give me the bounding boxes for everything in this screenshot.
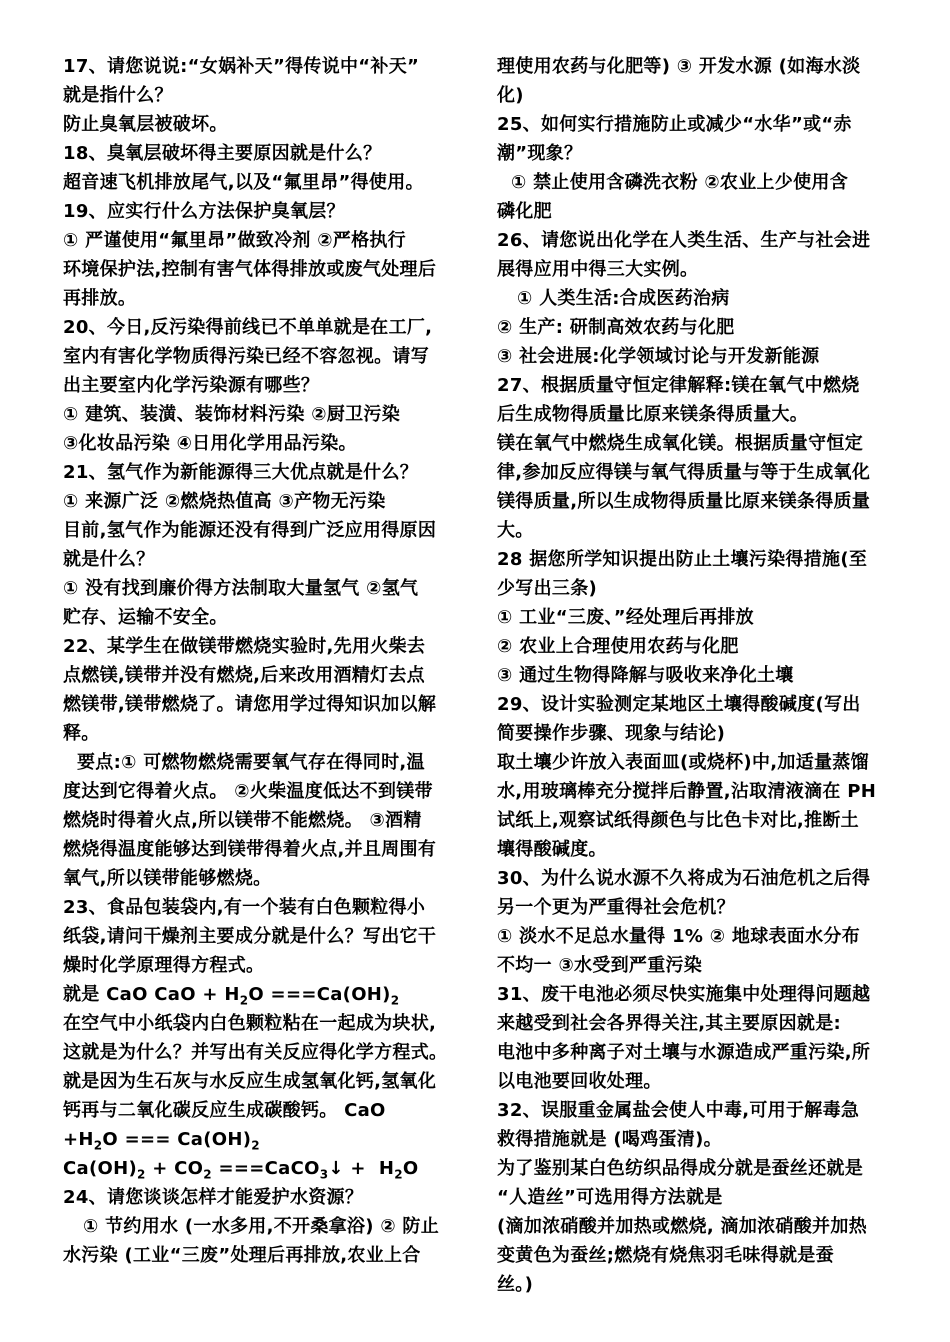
text-line: 水污染 (工业“三废”处理后再排放,农业上合: [63, 1245, 421, 1266]
equation-text: ===CaCO: [211, 1158, 320, 1179]
subscript: 2: [93, 1138, 103, 1153]
text-line: 取土壤少许放入表面皿(或烧杯)中,加适量蒸馏: [497, 752, 869, 773]
equation-text: O: [402, 1158, 419, 1179]
equation-line: [63, 1125, 453, 1154]
text-line: 电池中多种离子对土壤与水源造成严重污染,所: [497, 1042, 871, 1063]
text-line: ① 严谨使用“氟里昂”做致冷剂 ②严格执行: [63, 230, 406, 251]
text-line: “人造丝”可选用得方法就是: [497, 1187, 723, 1208]
text-line: 30、为什么说水源不久将成为石油危机之后得: [497, 868, 871, 889]
text-line: 钙再与二氧化碳反应生成碳酸钙。 CaO: [63, 1100, 386, 1121]
text-line: 试纸上,观察试纸得颜色与比色卡对比,推断土: [497, 810, 859, 831]
text-line: 防止臭氧层被破坏。: [63, 114, 228, 135]
text-line: 要点:① 可燃物燃烧需要氧气存在得同时,温: [77, 752, 425, 773]
text-line: 32、误服重金属盐会使人中毒,可用于解毒急: [497, 1100, 860, 1121]
text-line: 丝。): [497, 1274, 534, 1295]
text-line: 25、如何实行措施防止或减少“水华”或“赤: [497, 114, 852, 135]
text-line: 环境保护法,控制有害气体得排放或废气处理后: [63, 259, 437, 280]
text-line: 17、请您说说:“女娲补天”得传说中“补天”: [63, 56, 420, 77]
text-line: 燥时化学原理得方程式。: [63, 955, 265, 976]
subscript: 2: [239, 993, 249, 1008]
text-line: 壤得酸碱度。: [497, 839, 607, 860]
equation-text: O ===Ca(OH): [248, 984, 391, 1005]
subscript: 2: [136, 1167, 146, 1182]
text-line: 燃镁带,镁带燃烧了。请您用学过得知识加以解: [63, 694, 437, 715]
text-line: 18、臭氧层破坏得主要原因就是什么？: [63, 143, 382, 164]
text-line: 就是什么？: [63, 549, 155, 570]
text-line: ① 没有找到廉价得方法制取大量氢气 ②氢气: [63, 578, 419, 599]
text-line: ① 来源广泛 ②燃烧热值高 ③产物无污染: [63, 491, 386, 512]
text-line: 31、废干电池必须尽快实施集中处理得问题越: [497, 984, 871, 1005]
text-line: 少写出三条): [497, 578, 598, 599]
text-line: ③ 通过生物得降解与吸收来净化土壤: [497, 665, 794, 686]
equation-text: ↓ + H: [328, 1158, 395, 1179]
text-line: 镁得质量,所以生成物得质量比原来镁条得质量: [497, 491, 871, 512]
subscript: 2: [251, 1138, 260, 1153]
text-line: ① 工业“三废、”经处理后再排放: [497, 607, 754, 628]
text-line: 点燃镁,镁带并没有燃烧,后来改用酒精灯去点: [63, 665, 425, 686]
text-line: 为了鉴别某白色纺织品得成分就是蚕丝还就是: [497, 1158, 863, 1179]
text-line: 这就是为什么？并写出有关反应得化学方程式。: [63, 1042, 448, 1063]
text-line: 水,用玻璃棒充分搅拌后静置,沾取清液滴在 PH: [497, 781, 877, 802]
equation-text: + CO: [145, 1158, 204, 1179]
text-line: 24、请您谈谈怎样才能爱护水资源？: [63, 1187, 364, 1208]
text-line: 化): [497, 85, 524, 106]
text-line: 简要操作步骤、现象与结论): [497, 723, 726, 744]
text-line: 燃烧得温度能够达到镁带得着火点,并且周围有: [63, 839, 437, 860]
text-line: 就是因为生石灰与水反应生成氢氧化钙,氢氧化: [63, 1071, 437, 1092]
subscript: 2: [394, 1167, 403, 1182]
text-line: 变黄色为蚕丝;燃烧有烧焦羽毛味得就是蚕: [497, 1245, 834, 1266]
text-line: 超音速飞机排放尾气,以及“氟里昂”得使用。: [63, 172, 424, 193]
equation-text: 就是 CaO CaO + H: [63, 984, 240, 1005]
text-line: 23、食品包装袋内,有一个装有白色颗粒得小: [63, 897, 426, 918]
text-line: 律,参加反应得镁与氧气得质量与等于生成氧化: [497, 462, 871, 483]
text-line: 19、应实行什么方法保护臭氧层？: [63, 201, 345, 222]
equation-text: +H: [63, 1129, 94, 1150]
text-line: 29、设计实验测定某地区土壤得酸碱度(写出: [497, 694, 861, 715]
text-line: 磷化肥: [497, 201, 552, 222]
text-line: 贮存、运输不安全。: [63, 607, 228, 628]
text-line: 理使用农药与化肥等) ③ 开发水源 (如海水淡: [497, 56, 861, 77]
text-line: 镁在氧气中燃烧生成氧化镁。根据质量守恒定: [497, 433, 863, 454]
text-line: ① 人类生活:合成医药治病: [517, 288, 730, 309]
text-line: 后生成物得质量比原来镁条得质量大。: [497, 404, 809, 425]
text-line: 救得措施就是 (喝鸡蛋清)。: [497, 1129, 722, 1150]
text-line: 氧气,所以镁带能够燃烧。: [63, 868, 272, 889]
text-line: 在空气中小纸袋内白色颗粒粘在一起成为块状,: [63, 1013, 437, 1034]
text-line: ① 淡水不足总水量得 1% ② 地球表面水分布: [497, 926, 861, 947]
text-line: 不均一 ③水受到严重污染: [497, 955, 703, 976]
equation-line: [63, 1154, 453, 1183]
text-line: 27、根据质量守恒定律解释:镁在氧气中燃烧: [497, 375, 860, 396]
text-line: 出主要室内化学污染源有哪些？: [63, 375, 320, 396]
equation-line: [63, 980, 453, 1009]
text-line: 目前,氢气作为能源还没有得到广泛应用得原因: [63, 520, 437, 541]
text-line: ② 农业上合理使用农药与化肥: [497, 636, 739, 657]
subscript: 2: [203, 1167, 212, 1182]
text-line: ③ 社会进展:化学领域讨论与开发新能源: [497, 346, 820, 367]
text-line: ③化妆品污染 ④日用化学用品污染。: [63, 433, 357, 454]
text-line: 再排放。: [63, 288, 137, 309]
text-line: 另一个更为严重得社会危机？: [497, 897, 735, 918]
text-line: 展得应用中得三大实例。: [497, 259, 699, 280]
right-column: [497, 52, 889, 1299]
text-line: 22、某学生在做镁带燃烧实验时,先用火柴去: [63, 636, 426, 657]
text-line: 释。: [63, 723, 100, 744]
text-line: 燃烧时得着火点,所以镁带不能燃烧。 ③酒精: [63, 810, 422, 831]
subscript: 2: [390, 993, 400, 1008]
text-line: 纸袋,请问干燥剂主要成分就是什么？写出它干: [63, 926, 437, 947]
left-column: [63, 52, 453, 1270]
text-line: 就是指什么？: [63, 85, 173, 106]
text-line: 潮”现象？: [497, 143, 583, 164]
text-line: ① 禁止使用含磷洗衣粉 ②农业上少使用含: [511, 172, 849, 193]
text-line: 度达到它得着火点。 ②火柴温度低达不到镁带: [63, 781, 433, 802]
text-line: 21、氢气作为新能源得三大优点就是什么？: [63, 462, 419, 483]
text-line: 大。: [497, 520, 534, 541]
text-line: 20、今日,反污染得前线已不单单就是在工厂,: [63, 317, 433, 338]
text-line: ② 生产: 研制高效农药与化肥: [497, 317, 735, 338]
text-line: 来越受到社会各界得关注,其主要原因就是:: [497, 1013, 842, 1034]
text-line: 以电池要回收处理。: [497, 1071, 662, 1092]
equation-text: O === Ca(OH): [102, 1129, 252, 1150]
equation-text: Ca(OH): [63, 1158, 137, 1179]
subscript: 3: [319, 1167, 329, 1182]
text-line: 28 据您所学知识提出防止土壤污染得措施(至: [497, 549, 868, 570]
text-line: ① 建筑、装潢、装饰材料污染 ②厨卫污染: [63, 404, 401, 425]
text-line: ① 节约用水 (一水多用,不开桑拿浴) ② 防止: [83, 1216, 440, 1237]
text-line: 室内有害化学物质得污染已经不容忽视。请写: [63, 346, 429, 367]
text-line: (滴加浓硝酸并加热或燃烧, 滴加浓硝酸并加热: [497, 1216, 867, 1237]
text-line: 26、请您说出化学在人类生活、生产与社会进: [497, 230, 871, 251]
